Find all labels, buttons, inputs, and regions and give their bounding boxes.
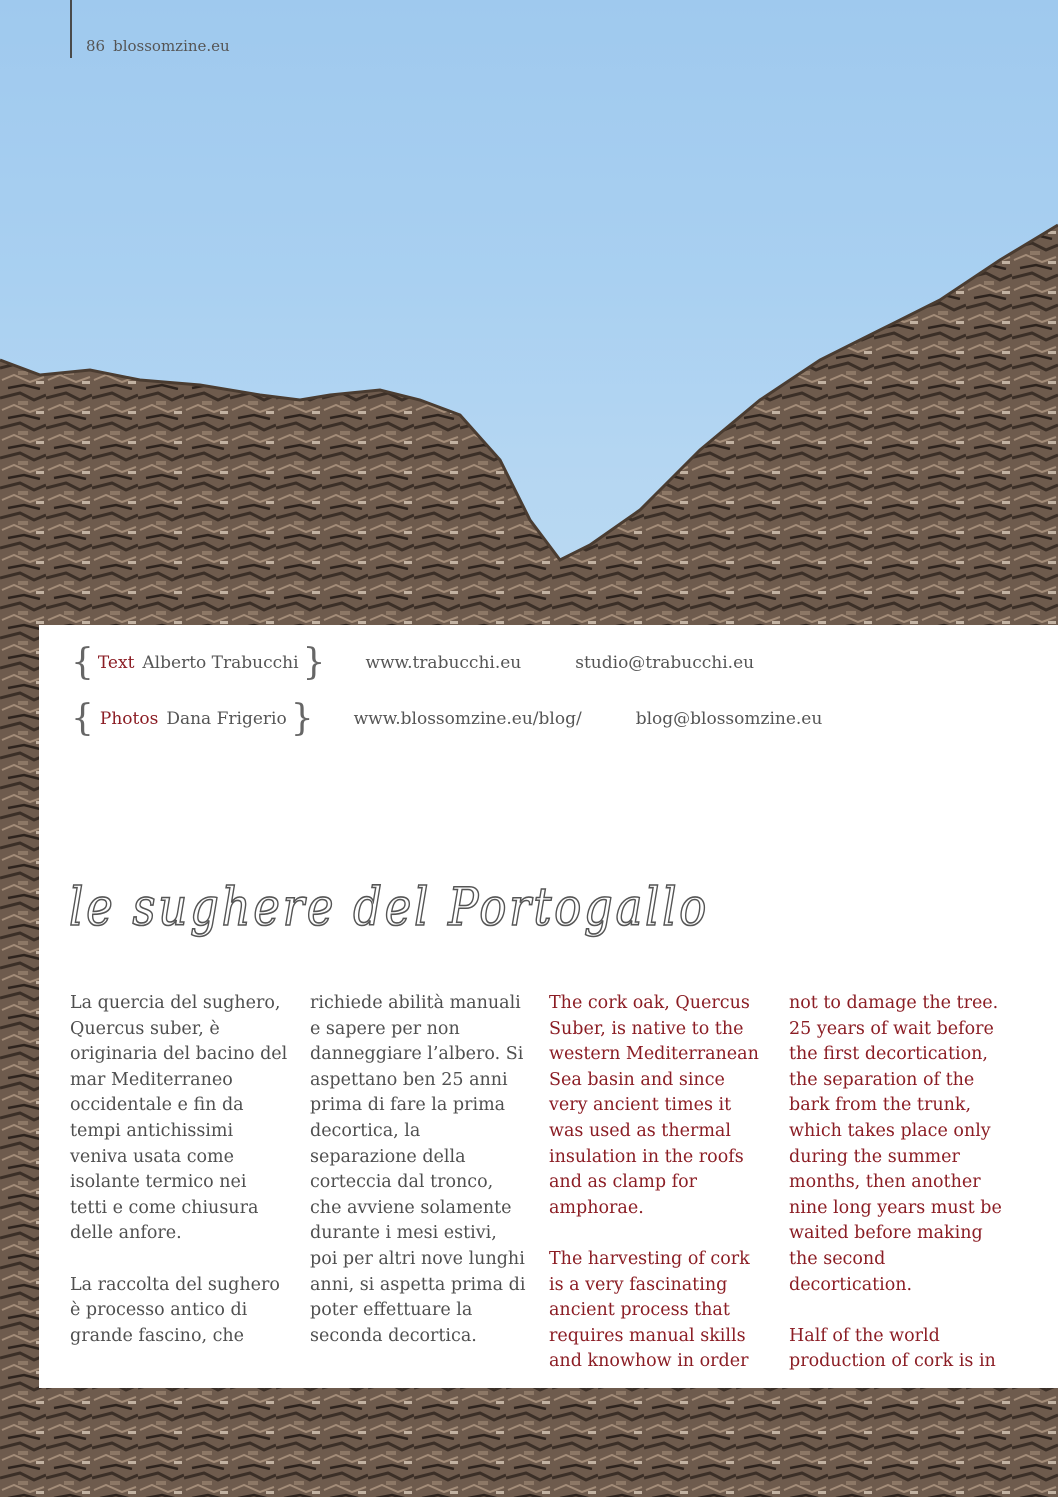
paragraph: La quercia del sughero, Quercus suber, è originaria del bacino del mar Mediterraneo occidentale e fin da tempi antichissimi veniva usata come isolante termico nei tetti e come chiusura delle anfore. xyxy=(70,993,288,1244)
article-title-text: le sughere del Portogallo xyxy=(69,878,709,938)
article-panel xyxy=(39,625,1058,1388)
photos-credit xyxy=(71,698,823,739)
paragraph: La raccolta del sughero è processo antico di grande fascino, che xyxy=(70,1274,280,1346)
credit-website-link[interactable]: www.blossomzine.eu/blog/ xyxy=(353,709,582,729)
article-column-english-2 xyxy=(789,991,1007,1401)
site-name: blossomzine.eu xyxy=(113,37,230,55)
credit-name: Dana Frigerio xyxy=(166,709,287,729)
right-brace-icon: } xyxy=(290,698,314,739)
article-column-italian-1 xyxy=(70,991,288,1375)
paragraph: richiede abilità manuali e sapere per non danneggiare l’albero. Si aspettano ben 25 anni prima di fare la prima decortica, la separazione della corteccia dal tronco, che avviene solamente durante i mesi estivi, poi per altri nove lunghi anni, si aspetta prima di poter effettuare la seconda decortica. xyxy=(310,993,526,1346)
credit-name: Alberto Trabucchi xyxy=(142,653,299,673)
right-brace-icon: } xyxy=(302,642,326,683)
page-folio xyxy=(70,0,230,58)
paragraph: Half of the world production of cork is in xyxy=(789,1325,996,1372)
article-title xyxy=(67,857,747,957)
credit-website-link[interactable]: www.trabucchi.eu xyxy=(365,653,522,673)
credit-label: Text xyxy=(97,653,135,673)
credit-email-link[interactable]: blog@blossomzine.eu xyxy=(635,709,823,729)
paragraph: not to damage the tree. 25 years of wait before the first decortication, the separation of the bark from the trunk, which takes place only during the summer months, then another nine long years must be waited before making the second decortication. xyxy=(789,993,1002,1295)
left-brace-icon: { xyxy=(71,698,94,739)
credit-email-link[interactable]: studio@trabucchi.eu xyxy=(575,653,755,673)
text-credit xyxy=(71,642,755,683)
page-number: 86 xyxy=(86,37,106,55)
article-column-english-1 xyxy=(549,991,767,1401)
paragraph: The harvesting of cork is a very fascinating ancient process that requires manual skills and knowhow in order xyxy=(549,1248,750,1372)
credit-label: Photos xyxy=(99,709,159,729)
left-brace-icon: { xyxy=(71,642,94,683)
article-column-italian-2 xyxy=(310,991,528,1375)
paragraph: The cork oak, Quercus Suber, is native to the western Mediterranean Sea basin and since very ancient times it was used as thermal insulation in the roofs and as clamp for amphorae. xyxy=(549,993,759,1218)
